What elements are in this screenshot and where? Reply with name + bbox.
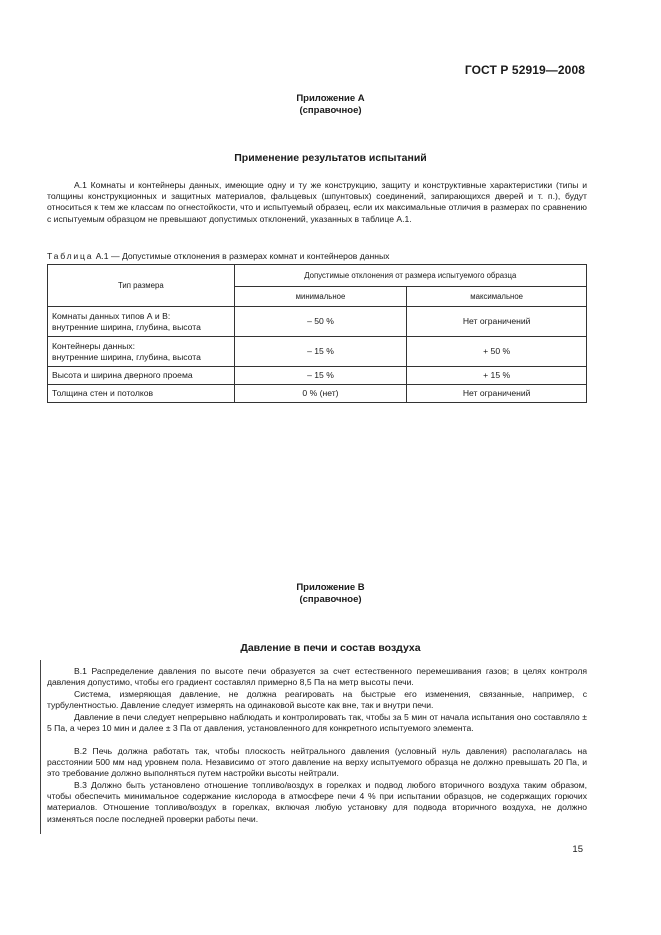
row-max: + 15 % (407, 367, 587, 385)
table-caption (47, 251, 389, 261)
appendix-a-title: Приложение А (296, 93, 365, 104)
table-row (48, 367, 587, 385)
deviations-table (47, 264, 587, 403)
col-header-group: Допустимые отклонения от размера испытуемого образца (234, 265, 586, 287)
row-type-line2: внутренние ширина, глубина, высота (52, 321, 201, 332)
col-header-type: Тип размера (48, 265, 235, 307)
paragraph-b1-pressure: Давление в печи следует непрерывно наблюдать и контролировать так, чтобы за 5 мин от начала испытания оно составляло ± 5 Па, а через 10 мин и далее ± 3 Па от давления, установленного для конкретного испытуемого элемента. (47, 712, 587, 734)
appendix-b-status: (справочное) (299, 594, 362, 605)
table-caption-text: А.1 — Допустимые отклонения в размерах комнат и контейнеров данных (95, 251, 390, 261)
appendix-b-title: Приложение В (296, 582, 365, 593)
paragraph-b2: В.2 Печь должна работать так, чтобы плоскость нейтрального давления (условный нуль давления) располагалась на расстоянии 500 мм над уровнем пола. Независимо от этого давление на верху испытуемого образца не должно превышать 20 Па, и это требование должно выполняться путем настройки высоты нейтрали. (47, 746, 587, 779)
row-type: Высота и ширина дверного проема (48, 367, 235, 385)
row-type: Толщина стен и потолков (48, 385, 235, 403)
appendix-b-header (0, 582, 661, 606)
paragraph-b1: В.1 Распределение давления по высоте печи образуется за счет естественного перемешивания газов; в целях контроля давления допустимо, чтобы его градиент составлял примерно 8,5 Па на метр высоты печи. (47, 666, 587, 688)
table-row (48, 307, 587, 337)
page-number: 15 (572, 844, 583, 855)
row-type-line2: внутренние ширина, глубина, высота (52, 351, 201, 362)
row-type-line1: Комнаты данных типов А и В: (52, 310, 171, 321)
appendix-a-status: (справочное) (299, 105, 362, 116)
row-max: Нет ограничений (407, 385, 587, 403)
col-header-max: максимальное (407, 287, 587, 307)
table-row (48, 337, 587, 367)
row-type-line1: Контейнеры данных: (52, 340, 135, 351)
appendix-a-heading: Применение результатов испытаний (234, 152, 427, 164)
row-max: Нет ограничений (407, 307, 587, 337)
row-min: 0 % (нет) (234, 385, 407, 403)
appendix-a-header (0, 93, 661, 117)
row-min: – 15 % (234, 337, 407, 367)
paragraph-a1: А.1 Комнаты и контейнеры данных, имеющие одну и ту же конструкцию, защиту и конструктивные характеристики (типы и толщины конструкционных и защитных материалов, фальцевых (шпунтовых) соединений, запирающихся дверей и т. п.), будут относиться к тем же классам по огнестойкости, что и испытуемый образец, если их максимальные отличия в размерах по сравнению с испытуемым образцом не превышают допустимых отклонений, указанных в таблице А.1. (47, 180, 587, 224)
paragraph-b3: В.3 Должно быть установлено отношение топливо/воздух в горелках и подвод любого вторичного воздуха таким образом, чтобы обеспечить минимальное содержание кислорода в атмосфере печи 4 % при испытании образцов, не содержащих горючих материалов. Отношение топливо/воздух в горелках, включая любую установку для подвода вторичного воздуха, не должно изменяться после последней проверки работы печи. (47, 780, 587, 824)
paragraph-b1-system: Система, измеряющая давление, не должна реагировать на быстрые его изменения, связанные, например, с турбулентностью. Давление следует измерять на одинаковой высоте как вне, так и внутри печи. (47, 689, 587, 711)
row-type (48, 307, 235, 337)
row-min: – 50 % (234, 307, 407, 337)
standard-number: ГОСТ Р 52919—2008 (464, 63, 585, 77)
table-caption-word: Таблица (47, 251, 94, 261)
appendix-b-heading: Давление в печи и состав воздуха (240, 642, 421, 654)
row-max: + 50 % (407, 337, 587, 367)
table-row (48, 385, 587, 403)
revision-bar (40, 660, 41, 834)
col-header-min: минимальное (234, 287, 407, 307)
row-type (48, 337, 235, 367)
row-min: – 15 % (234, 367, 407, 385)
